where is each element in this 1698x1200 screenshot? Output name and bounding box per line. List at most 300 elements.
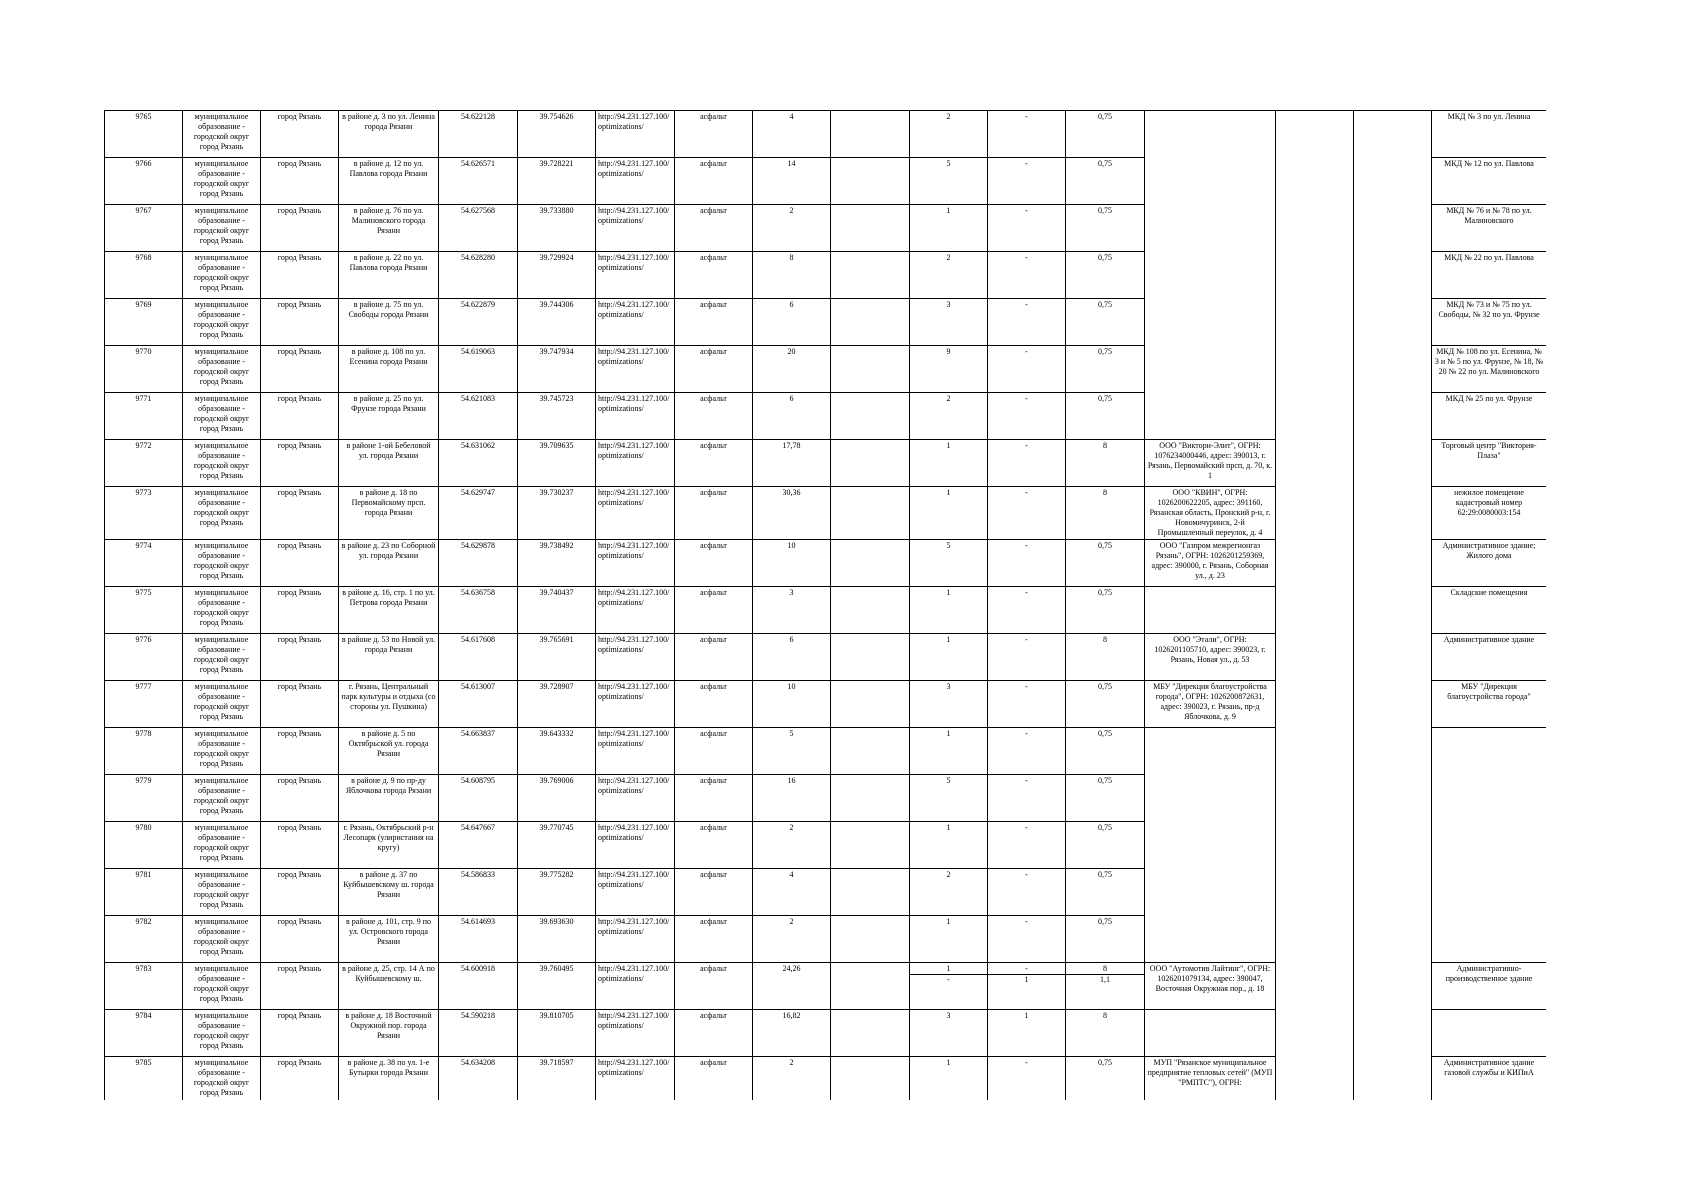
owner-cell — [1145, 916, 1276, 963]
city-cell: город Рязань — [261, 440, 339, 487]
location-cell: в районе д. 38 по ул. 1-е Бутырки города Рязани — [339, 1057, 439, 1101]
surface-cell: асфальт — [675, 775, 753, 822]
empty-cell — [1354, 540, 1432, 587]
volume-cell: 8 — [1066, 440, 1145, 487]
empty-cell — [831, 775, 910, 822]
owner-cell — [1145, 393, 1276, 440]
surface-cell: асфальт — [675, 346, 753, 393]
surface-cell: асфальт — [675, 440, 753, 487]
surface-cell: асфальт — [675, 963, 753, 1010]
url-cell: http://94.231.127.100/optimizations/ — [596, 252, 675, 299]
city-cell: город Рязань — [261, 775, 339, 822]
waste-source-cell: МКД № 108 по ул. Есенина, № 3 и № 5 по ул. Фрунзе, № 18, № 20 № 22 по ул. Малиновского — [1432, 346, 1547, 393]
location-cell: г. Рязань, Октябрьский р-н Лесопарк (улиристания на кругу) — [339, 822, 439, 869]
container-count2-cell-bottom: 1 — [988, 974, 1065, 985]
area-cell: 8 — [753, 252, 831, 299]
empty-cell — [831, 822, 910, 869]
city-cell: город Рязань — [261, 1057, 339, 1101]
city-cell: город Рязань — [261, 822, 339, 869]
volume-cell: 0,75 — [1066, 252, 1145, 299]
area-cell: 3 — [753, 587, 831, 634]
location-cell: в районе д. 23 по Соборной ул. города Рязани — [339, 540, 439, 587]
owner-cell: МУП "Рязанское муниципальное предприятие тепловых сетей" (МУП "РМПТС"), ОГРН: — [1145, 1057, 1276, 1101]
container-count2-cell: - — [988, 540, 1066, 587]
container-count-cell — [910, 963, 988, 1010]
empty-cell — [1354, 440, 1432, 487]
municipality-cell: муниципальное образование - городской округ город Рязань — [183, 111, 261, 158]
row-number: 9770 — [105, 346, 183, 393]
surface-cell: асфальт — [675, 393, 753, 440]
municipality-cell: муниципальное образование - городской округ город Рязань — [183, 393, 261, 440]
waste-source-cell: Административное здание газовой службы и КИПиА — [1432, 1057, 1547, 1101]
surface-cell: асфальт — [675, 158, 753, 205]
location-cell: в районе д. 3 по ул. Ленина города Рязани — [339, 111, 439, 158]
volume-cell: 8 — [1066, 634, 1145, 681]
area-cell: 2 — [753, 916, 831, 963]
empty-cell — [1354, 252, 1432, 299]
row-number: 9769 — [105, 299, 183, 346]
url-cell: http://94.231.127.100/optimizations/ — [596, 634, 675, 681]
empty-cell — [1276, 540, 1354, 587]
container-count2-cell: - — [988, 775, 1066, 822]
container-count-cell: 1 — [910, 728, 988, 775]
municipality-cell: муниципальное образование - городской округ город Рязань — [183, 963, 261, 1010]
surface-cell: асфальт — [675, 916, 753, 963]
url-cell: http://94.231.127.100/optimizations/ — [596, 1010, 675, 1057]
volume-cell: 0,75 — [1066, 299, 1145, 346]
owner-cell — [1145, 1010, 1276, 1057]
table-row — [105, 916, 1547, 963]
surface-cell: асфальт — [675, 111, 753, 158]
area-cell: 30,36 — [753, 487, 831, 540]
container-count2-cell: - — [988, 487, 1066, 540]
longitude-cell: 39.728221 — [518, 158, 596, 205]
empty-cell — [1276, 822, 1354, 869]
row-number: 9785 — [105, 1057, 183, 1101]
longitude-cell: 39.728907 — [518, 681, 596, 728]
longitude-cell: 39.747934 — [518, 346, 596, 393]
location-cell: в районе д. 18 Восточной Окружной пор. города Рязани — [339, 1010, 439, 1057]
owner-cell — [1145, 869, 1276, 916]
container-count-cell: 9 — [910, 346, 988, 393]
city-cell: город Рязань — [261, 346, 339, 393]
row-number: 9772 — [105, 440, 183, 487]
empty-cell — [831, 111, 910, 158]
empty-cell — [1354, 205, 1432, 252]
container-count2-cell: - — [988, 728, 1066, 775]
url-cell: http://94.231.127.100/optimizations/ — [596, 869, 675, 916]
municipality-cell: муниципальное образование - городской округ город Рязань — [183, 775, 261, 822]
waste-source-cell: Административное здание — [1432, 634, 1547, 681]
volume-cell: 0,75 — [1066, 540, 1145, 587]
latitude-cell: 54.622879 — [439, 299, 518, 346]
empty-cell — [831, 634, 910, 681]
container-count-cell: 1 — [910, 440, 988, 487]
url-cell: http://94.231.127.100/optimizations/ — [596, 346, 675, 393]
spreadsheet-page — [104, 110, 1546, 1100]
empty-cell — [1276, 1057, 1354, 1101]
empty-cell — [1354, 963, 1432, 1010]
location-cell: в районе д. 108 по ул. Есенина города Рязани — [339, 346, 439, 393]
container-count2-cell: - — [988, 299, 1066, 346]
volume-cell: 0,75 — [1066, 916, 1145, 963]
city-cell: город Рязань — [261, 299, 339, 346]
area-cell: 2 — [753, 822, 831, 869]
url-cell: http://94.231.127.100/optimizations/ — [596, 822, 675, 869]
empty-cell — [1276, 487, 1354, 540]
longitude-cell: 39.810705 — [518, 1010, 596, 1057]
municipality-cell: муниципальное образование - городской округ город Рязань — [183, 252, 261, 299]
container-count2-cell: - — [988, 440, 1066, 487]
volume-cell: 0,75 — [1066, 587, 1145, 634]
table-row — [105, 775, 1547, 822]
url-cell: http://94.231.127.100/optimizations/ — [596, 1057, 675, 1101]
area-cell: 24,26 — [753, 963, 831, 1010]
city-cell: город Рязань — [261, 587, 339, 634]
waste-source-cell — [1432, 822, 1547, 869]
owner-cell — [1145, 346, 1276, 393]
container-count2-cell: - — [988, 205, 1066, 252]
owner-cell: ООО "Этали", ОГРН: 1026201105710, адрес: 390023, г. Рязань, Новая ул., д. 53 — [1145, 634, 1276, 681]
location-cell: в районе д. 9 по пр-ду Яблочкова города Рязани — [339, 775, 439, 822]
table-row — [105, 299, 1547, 346]
owner-cell — [1145, 587, 1276, 634]
container-count-cell: 1 — [910, 634, 988, 681]
empty-cell — [1276, 299, 1354, 346]
container-count2-cell: - — [988, 1057, 1066, 1101]
location-cell: в районе д. 5 по Октябрьской ул. города Рязани — [339, 728, 439, 775]
volume-cell: 0,75 — [1066, 111, 1145, 158]
container-count-cell: 3 — [910, 299, 988, 346]
container-count-cell: 1 — [910, 916, 988, 963]
row-number: 9777 — [105, 681, 183, 728]
waste-source-cell — [1432, 728, 1547, 775]
url-cell: http://94.231.127.100/optimizations/ — [596, 205, 675, 252]
area-cell: 4 — [753, 869, 831, 916]
container-count2-cell-top: - — [1025, 964, 1028, 973]
city-cell: город Рязань — [261, 205, 339, 252]
container-count-cell: 2 — [910, 393, 988, 440]
longitude-cell: 39.709635 — [518, 440, 596, 487]
volume-cell: 0,75 — [1066, 346, 1145, 393]
empty-cell — [831, 963, 910, 1010]
empty-cell — [1354, 111, 1432, 158]
longitude-cell: 39.643332 — [518, 728, 596, 775]
empty-cell — [1354, 1057, 1432, 1101]
url-cell: http://94.231.127.100/optimizations/ — [596, 540, 675, 587]
url-cell: http://94.231.127.100/optimizations/ — [596, 299, 675, 346]
volume-cell: 0,75 — [1066, 681, 1145, 728]
empty-cell — [1276, 681, 1354, 728]
volume-cell: 0,75 — [1066, 869, 1145, 916]
url-cell: http://94.231.127.100/optimizations/ — [596, 393, 675, 440]
city-cell: город Рязань — [261, 111, 339, 158]
waste-source-cell: МКД № 76 и № 78 по ул. Малиновского — [1432, 205, 1547, 252]
volume-cell: 0,75 — [1066, 728, 1145, 775]
container-count-cell: 1 — [910, 822, 988, 869]
owner-cell: ООО "КВИН", ОГРН: 1026200622205, адрес: 391160, Рязанская область, Пронский р-н, г. Новомичуринск, 2-й Промышленный переулок, д. 4 — [1145, 487, 1276, 540]
container-count2-cell: - — [988, 681, 1066, 728]
url-cell: http://94.231.127.100/optimizations/ — [596, 587, 675, 634]
waste-source-cell: МКД № 12 по ул. Павлова — [1432, 158, 1547, 205]
container-count-cell-bottom: - — [910, 974, 987, 985]
empty-cell — [1276, 346, 1354, 393]
empty-cell — [831, 346, 910, 393]
area-cell: 6 — [753, 299, 831, 346]
area-cell: 14 — [753, 158, 831, 205]
location-cell: в районе д. 12 по ул. Павлова города Рязани — [339, 158, 439, 205]
table-row — [105, 487, 1547, 540]
empty-cell — [1354, 775, 1432, 822]
latitude-cell: 54.614693 — [439, 916, 518, 963]
url-cell: http://94.231.127.100/optimizations/ — [596, 963, 675, 1010]
longitude-cell: 39.693630 — [518, 916, 596, 963]
row-number: 9774 — [105, 540, 183, 587]
area-cell: 2 — [753, 1057, 831, 1101]
empty-cell — [831, 587, 910, 634]
url-cell: http://94.231.127.100/optimizations/ — [596, 916, 675, 963]
owner-cell: ООО "Газпром межрегионгаз Рязань", ОГРН: 1026201259369, адрес: 390000, г. Рязань, Соборная ул., д. 23 — [1145, 540, 1276, 587]
container-count2-cell: - — [988, 252, 1066, 299]
container-count2-cell — [988, 963, 1066, 1010]
table-row — [105, 252, 1547, 299]
empty-cell — [831, 1010, 910, 1057]
container-count-cell: 3 — [910, 1010, 988, 1057]
row-number: 9783 — [105, 963, 183, 1010]
area-cell: 17,78 — [753, 440, 831, 487]
surface-cell: асфальт — [675, 822, 753, 869]
row-number: 9768 — [105, 252, 183, 299]
table-row — [105, 822, 1547, 869]
table-row — [105, 205, 1547, 252]
surface-cell: асфальт — [675, 299, 753, 346]
municipality-cell: муниципальное образование - городской округ город Рязань — [183, 587, 261, 634]
surface-cell: асфальт — [675, 869, 753, 916]
empty-cell — [831, 158, 910, 205]
volume-cell: 0,75 — [1066, 775, 1145, 822]
empty-cell — [831, 1057, 910, 1101]
municipality-cell: муниципальное образование - городской округ город Рязань — [183, 728, 261, 775]
area-cell: 4 — [753, 111, 831, 158]
volume-cell — [1066, 963, 1145, 1010]
waste-source-cell: Торговый центр "Виктория-Плаза" — [1432, 440, 1547, 487]
container-count-cell: 5 — [910, 540, 988, 587]
container-count-cell: 2 — [910, 111, 988, 158]
container-count2-cell: - — [988, 587, 1066, 634]
area-cell: 10 — [753, 681, 831, 728]
empty-cell — [1276, 869, 1354, 916]
waste-source-cell: МБУ "Дирекция благоустройства города" — [1432, 681, 1547, 728]
table-row — [105, 440, 1547, 487]
owner-cell — [1145, 299, 1276, 346]
empty-cell — [1354, 681, 1432, 728]
area-cell: 16 — [753, 775, 831, 822]
row-number: 9767 — [105, 205, 183, 252]
row-number: 9766 — [105, 158, 183, 205]
volume-cell: 0,75 — [1066, 1057, 1145, 1101]
empty-cell — [1354, 346, 1432, 393]
url-cell: http://94.231.127.100/optimizations/ — [596, 487, 675, 540]
row-number: 9773 — [105, 487, 183, 540]
waste-source-cell — [1432, 916, 1547, 963]
municipality-cell: муниципальное образование - городской округ город Рязань — [183, 681, 261, 728]
municipality-cell: муниципальное образование - городской округ город Рязань — [183, 869, 261, 916]
latitude-cell: 54.608795 — [439, 775, 518, 822]
volume-cell-bottom: 1,1 — [1066, 974, 1144, 985]
row-number: 9779 — [105, 775, 183, 822]
waste-source-cell: Административно-производственное здание — [1432, 963, 1547, 1010]
longitude-cell: 39.760495 — [518, 963, 596, 1010]
empty-cell — [831, 487, 910, 540]
longitude-cell: 39.775282 — [518, 869, 596, 916]
area-cell: 6 — [753, 634, 831, 681]
container-count-cell: 5 — [910, 775, 988, 822]
container-count2-cell: - — [988, 822, 1066, 869]
container-count-cell: 1 — [910, 487, 988, 540]
city-cell: город Рязань — [261, 916, 339, 963]
table-row — [105, 1057, 1547, 1101]
empty-cell — [831, 393, 910, 440]
latitude-cell: 54.626571 — [439, 158, 518, 205]
city-cell: город Рязань — [261, 158, 339, 205]
owner-cell: ООО "Аутомотив Лайтинг", ОГРН: 1026201079134, адрес: 390047, Восточная Окружная пор., д. 18 — [1145, 963, 1276, 1010]
city-cell: город Рязань — [261, 487, 339, 540]
empty-cell — [1276, 728, 1354, 775]
registry-table — [104, 110, 1546, 1100]
empty-cell — [831, 299, 910, 346]
owner-cell — [1145, 822, 1276, 869]
empty-cell — [1354, 587, 1432, 634]
owner-cell — [1145, 728, 1276, 775]
owner-cell — [1145, 111, 1276, 158]
location-cell: в районе д. 53 по Новой ул. города Рязани — [339, 634, 439, 681]
city-cell: город Рязань — [261, 728, 339, 775]
city-cell: город Рязань — [261, 393, 339, 440]
row-number: 9778 — [105, 728, 183, 775]
volume-cell: 0,75 — [1066, 158, 1145, 205]
empty-cell — [1354, 299, 1432, 346]
area-cell: 6 — [753, 393, 831, 440]
table-row — [105, 634, 1547, 681]
empty-cell — [1354, 487, 1432, 540]
container-count-cell: 3 — [910, 681, 988, 728]
container-count2-cell: - — [988, 111, 1066, 158]
surface-cell: асфальт — [675, 487, 753, 540]
empty-cell — [1354, 822, 1432, 869]
url-cell: http://94.231.127.100/optimizations/ — [596, 775, 675, 822]
row-number: 9775 — [105, 587, 183, 634]
location-cell: в районе д. 37 по Куйбышевскому ш. города Рязани — [339, 869, 439, 916]
owner-cell — [1145, 205, 1276, 252]
waste-source-cell — [1432, 775, 1547, 822]
waste-source-cell — [1432, 1010, 1547, 1057]
row-number: 9765 — [105, 111, 183, 158]
volume-cell: 8 — [1066, 1010, 1145, 1057]
municipality-cell: муниципальное образование - городской округ город Рязань — [183, 916, 261, 963]
url-cell: http://94.231.127.100/optimizations/ — [596, 440, 675, 487]
table-row — [105, 540, 1547, 587]
waste-source-cell: Складские помещения — [1432, 587, 1547, 634]
municipality-cell: муниципальное образование - городской округ город Рязань — [183, 540, 261, 587]
empty-cell — [1276, 205, 1354, 252]
empty-cell — [1276, 775, 1354, 822]
empty-cell — [831, 869, 910, 916]
container-count-cell: 2 — [910, 252, 988, 299]
waste-source-cell: нежилое помещение кадастровый номер 62:29:0080003:154 — [1432, 487, 1547, 540]
latitude-cell: 54.629878 — [439, 540, 518, 587]
surface-cell: асфальт — [675, 634, 753, 681]
city-cell: город Рязань — [261, 681, 339, 728]
empty-cell — [1276, 158, 1354, 205]
latitude-cell: 54.647667 — [439, 822, 518, 869]
municipality-cell: муниципальное образование - городской округ город Рязань — [183, 158, 261, 205]
container-count-cell: 5 — [910, 158, 988, 205]
longitude-cell: 39.738492 — [518, 540, 596, 587]
volume-cell-top: 8 — [1103, 964, 1107, 973]
owner-cell: ООО "Виктори-Элит", ОГРН: 1076234000446, адрес: 390013, г. Рязань, Первомайский прсп, д. 70, к. 1 — [1145, 440, 1276, 487]
longitude-cell: 39.733880 — [518, 205, 596, 252]
surface-cell: асфальт — [675, 205, 753, 252]
url-cell: http://94.231.127.100/optimizations/ — [596, 728, 675, 775]
empty-cell — [1276, 916, 1354, 963]
empty-cell — [1276, 440, 1354, 487]
volume-cell: 0,75 — [1066, 393, 1145, 440]
location-cell: в районе д. 18 по Первомайскому прсп. города Рязани — [339, 487, 439, 540]
area-cell: 16,82 — [753, 1010, 831, 1057]
surface-cell: асфальт — [675, 540, 753, 587]
empty-cell — [831, 681, 910, 728]
empty-cell — [831, 205, 910, 252]
waste-source-cell: МКД № 73 и № 75 по ул. Свободы, № 32 по ул. Фрунзе — [1432, 299, 1547, 346]
latitude-cell: 54.590218 — [439, 1010, 518, 1057]
latitude-cell: 54.663837 — [439, 728, 518, 775]
empty-cell — [1276, 393, 1354, 440]
waste-source-cell: МКД № 22 по ул. Павлова — [1432, 252, 1547, 299]
volume-cell: 0,75 — [1066, 822, 1145, 869]
latitude-cell: 54.628280 — [439, 252, 518, 299]
table-row — [105, 111, 1547, 158]
latitude-cell: 54.621083 — [439, 393, 518, 440]
table-row — [105, 1010, 1547, 1057]
longitude-cell: 39.729924 — [518, 252, 596, 299]
municipality-cell: муниципальное образование - городской округ город Рязань — [183, 440, 261, 487]
location-cell: в районе д. 25 по ул. Фрунзе города Рязани — [339, 393, 439, 440]
empty-cell — [1354, 728, 1432, 775]
empty-cell — [1354, 916, 1432, 963]
city-cell: город Рязань — [261, 634, 339, 681]
empty-cell — [1354, 634, 1432, 681]
longitude-cell: 39.740437 — [518, 587, 596, 634]
container-count-cell: 1 — [910, 205, 988, 252]
empty-cell — [831, 540, 910, 587]
table-row — [105, 346, 1547, 393]
container-count-cell: 1 — [910, 587, 988, 634]
row-number: 9776 — [105, 634, 183, 681]
area-cell: 2 — [753, 205, 831, 252]
empty-cell — [831, 252, 910, 299]
table-row — [105, 681, 1547, 728]
municipality-cell: муниципальное образование - городской округ город Рязань — [183, 1057, 261, 1101]
municipality-cell: муниципальное образование - городской округ город Рязань — [183, 299, 261, 346]
waste-source-cell: МКД № 25 по ул. Фрунзе — [1432, 393, 1547, 440]
location-cell: в районе д. 22 по ул. Павлова города Рязани — [339, 252, 439, 299]
municipality-cell: муниципальное образование - городской округ город Рязань — [183, 487, 261, 540]
longitude-cell: 39.765691 — [518, 634, 596, 681]
municipality-cell: муниципальное образование - городской округ город Рязань — [183, 205, 261, 252]
empty-cell — [1354, 869, 1432, 916]
empty-cell — [1276, 1010, 1354, 1057]
empty-cell — [831, 440, 910, 487]
